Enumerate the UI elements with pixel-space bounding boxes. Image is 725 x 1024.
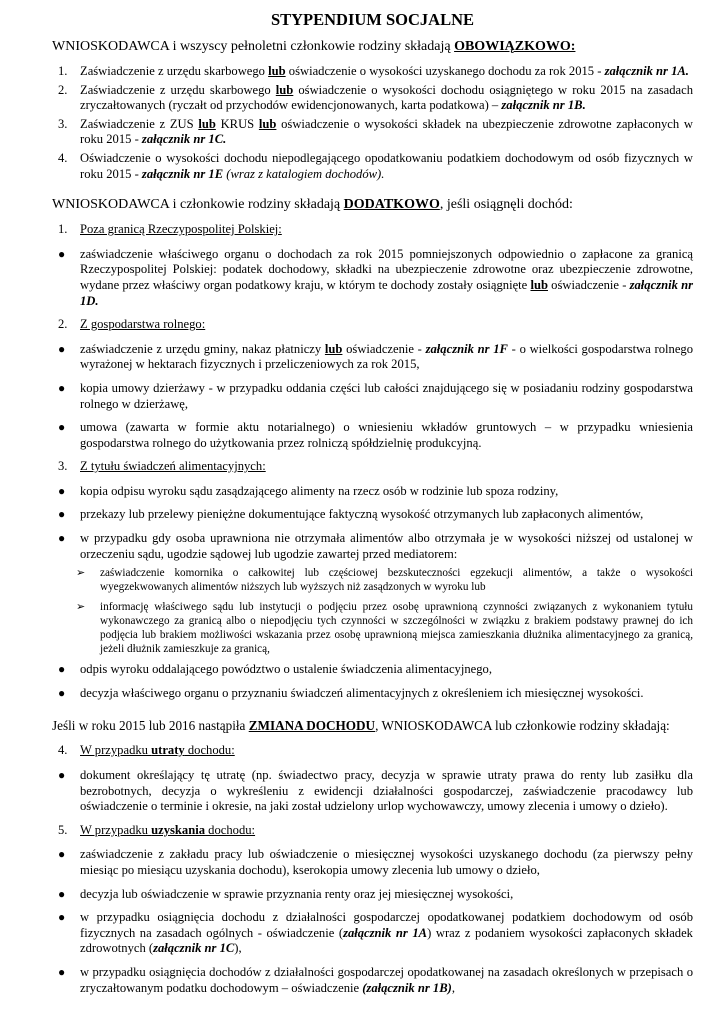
item-lub: lub — [275, 82, 294, 97]
subsection-number: 2. — [58, 317, 68, 332]
intro-keyword: DODATKOWO — [343, 197, 440, 213]
attachment-ref: załącznik nr 1D — [80, 277, 693, 308]
item-text: decyzja właściwego organu o przyznaniu świadczeń alimentacyjnych z określeniem ich miesięcznej wysokości. — [80, 685, 644, 700]
subsection-title: Poza granicą Rzeczypospolitej Polskiej: — [80, 222, 282, 237]
attachment-ref: załącznik nr 1B — [501, 98, 583, 113]
item-number: 1. — [58, 64, 68, 78]
item-text: oświadczenie o wysokości uzyskanego dochodu za rok 2015 - — [285, 64, 605, 78]
item-text: Zaświadczenie z ZUS — [80, 116, 199, 131]
list-item — [52, 965, 693, 996]
arrow-icon: ➢ — [76, 601, 86, 614]
list-item — [52, 686, 693, 702]
subsection-heading — [52, 459, 693, 475]
item-end: . — [685, 64, 689, 78]
bullet-list — [52, 342, 693, 452]
intro-keyword: OBOWIĄZKOWO: — [454, 39, 576, 54]
item-text: umowa (zawarta w formie aktu notarialnego) o wniesieniu wkładów gruntowych – w przypadku wniesienia gospodarstwa rolnego do użytkowania przez rolniczą spółdzielnię produkcyjną. — [80, 420, 693, 450]
attachment-ref: (załącznik nr 1B) — [362, 980, 452, 995]
item-text: informację właściwego sądu lub instytucji o podjęciu przez osobę uprawnioną czynności związanych z wykonaniem tytułu wykonawczego za granicą albo o niepodjęciu tych czynności w szczególności w związku z brakiem podstawy prawnej do ich podjęcia lub brakiem możliwości wskazania przez osobę uprawnioną miejsca zamieszkania dłużnika alimentacyjnego za granicą, jeżeli dłużnik zamieszkuje za granicą, — [100, 601, 693, 656]
subsection-heading — [52, 823, 693, 839]
item-text: ), — [234, 941, 242, 956]
bullet-icon: ● — [58, 420, 66, 435]
section-obowiazkowo-intro — [52, 38, 693, 55]
bullet-icon: ● — [58, 685, 66, 700]
item-text: zaświadczenie z urzędu gminy, nakaz płatniczy — [80, 341, 325, 356]
list-item — [52, 420, 693, 451]
subsection-title: W przypadku — [80, 822, 152, 837]
list-item — [52, 768, 693, 815]
subsection-title: W przypadku — [80, 743, 152, 758]
item-text: oświadczenie o wysokości składek na ubezpieczenie zdrowotne zapłaconych w roku 2015 - — [80, 116, 693, 147]
subsection-title: Z gospodarstwa rolnego: — [80, 317, 206, 332]
item-text: w przypadku osiągnięcia dochodu z działalności gospodarczej opodatkowanej podatkiem dochodowym od osób fizycznych na zasadach ogólnych - oświadczenie ( — [80, 910, 693, 940]
bullet-icon: ● — [58, 246, 66, 261]
list-item — [52, 887, 693, 903]
item-text: oświadczenie - — [547, 277, 630, 292]
item-number: 3. — [58, 116, 68, 131]
item-text: odpis wyroku oddalającego powództwo o ustalenie świadczenia alimentacyjnego, — [80, 662, 492, 677]
item-text: oświadczenie o wysokości dochodu osiągniętego w roku 2015 na zasadach zryczałtowanych (ryczałt od przychodów ewidencjonowanych, karta podatkowa) – — [80, 82, 693, 113]
attachment-ref: załącznik nr 1F — [425, 341, 508, 356]
item-text: - o wielkości gospodarstwa rolnego wyrażonej w hektarach fizycznych i przeliczeniowych za rok 2015, — [80, 341, 693, 372]
bullet-list — [52, 247, 693, 309]
item-text: Zaświadczenie z urzędu skarbowego — [80, 64, 269, 78]
bullet-icon: ● — [58, 964, 66, 979]
subsection-keyword: utraty — [151, 743, 185, 758]
item-text: w przypadku gdy osoba uprawniona nie otrzymała alimentów albo otrzymała je w wysokości niższej od ustalonej w orzeczeniu sądu, ugodzie sądowej lub ugodzie zawartej przed mediatorem: — [80, 531, 693, 561]
subsection-heading — [52, 317, 693, 333]
list-item — [52, 381, 693, 412]
attachment-ref: załącznik nr 1E — [141, 166, 224, 181]
bullet-icon: ● — [58, 341, 66, 356]
item-text: Oświadczenie o wysokości dochodu niepodlegającego opodatkowaniu podatkiem dochodowym od osób fizycznych w roku 2015 - — [80, 150, 693, 181]
item-text: kopia umowy dzierżawy - w przypadku oddania części lub całości znajdującego się w posiadaniu rodziny gospodarstwa rolnego w dzierżawę, — [80, 380, 693, 411]
intro-text: , jeśli osiągnęli dochód: — [439, 197, 573, 213]
item-lub: lub — [530, 277, 548, 292]
intro-keyword: ZMIANA DOCHODU — [248, 718, 376, 734]
item-text: KRUS — [215, 116, 259, 131]
subsection-number: 3. — [58, 459, 68, 474]
item-note: (wraz z katalogiem dochodów) — [223, 166, 382, 181]
bullet-list — [52, 847, 693, 996]
intro-text: WNIOSKODAWCA i wszyscy pełnoletni członkowie rodziny składają — [52, 39, 455, 54]
list-item — [52, 151, 693, 182]
subsection-keyword: uzyskania — [151, 822, 206, 837]
bullet-list — [52, 484, 693, 702]
item-end: . — [582, 98, 586, 113]
item-end: . — [223, 132, 227, 147]
list-item — [52, 342, 693, 373]
subsection-heading — [52, 743, 693, 759]
list-item — [52, 662, 693, 678]
item-text: zaświadczenie właściwego organu o dochodach za rok 2015 pomniejszonych odpowiednio o zapłacone za granicą Rzeczypospolitej Polskiej: podatek dochodowy, składki na ubezpieczenie zdrowotne oraz ubezpieczenie zdrowotne, wydane przez właściwy organ podatkowy kraju, w którym te dochody zostały osiągnięte — [80, 246, 693, 292]
item-lub: lub — [198, 116, 216, 131]
bullet-icon: ● — [58, 483, 66, 498]
list-item — [52, 247, 693, 309]
list-item — [52, 484, 693, 500]
mandatory-list — [52, 64, 693, 182]
bullet-icon: ● — [58, 886, 66, 901]
item-text: zaświadczenie z zakładu pracy lub oświadczenie o miesięcznej wysokości uzyskanego dochodu (za pierwszy pełny miesiąc po miesiącu uzyskania dochodu), kserokopia umowy zlecenia lub umowy o dzieło, — [80, 847, 693, 877]
intro-text: WNIOSKODAWCA i członkowie rodziny składają — [52, 197, 344, 213]
item-text: w przypadku osiągnięcia dochodów z działalności gospodarczej opodatkowanej na zasadach określonych w przepisach o zryczałtowanym podatku dochodowym – oświadczenie — [80, 964, 693, 995]
attachment-ref: załącznik nr 1A — [343, 925, 428, 940]
subsection-title: Z tytułu świadczeń alimentacyjnych: — [80, 459, 266, 474]
subsection-heading — [52, 222, 693, 238]
bullet-icon: ● — [58, 768, 66, 783]
item-lub: lub — [268, 64, 286, 78]
bullet-icon: ● — [58, 507, 66, 522]
bullet-icon: ● — [58, 380, 66, 395]
intro-text: Jeśli w roku 2015 lub 2016 nastąpiła — [52, 718, 249, 734]
bullet-list — [52, 768, 693, 815]
item-text: zaświadczenie komornika o całkowitej lub częściowej bezskuteczności egzekucji alimentów, a także o wysokości wyegzekwowanych alimentów niższych lub wyższych niż zasądzonych w wyroku lub — [100, 567, 693, 594]
list-item — [52, 910, 693, 957]
item-text: decyzja lub oświadczenie w sprawie przyznania renty oraz jej miesięcznej wysokości, — [80, 886, 514, 901]
item-text: dokument określający tę utratę (np. świadectwo pracy, decyzja w sprawie utraty prawa do renty lub zasiłku dla bezrobotnych, decyzja o wykreśleniu z ewidencji działalności gospodarczej, zaświadczenie pracodawcy lub oświadczenie o terminie i okresie, na jaki został udzielony urlop wychowawczy, umowy zlecenia i umowy o dzieło). — [80, 768, 693, 814]
item-number: 2. — [58, 82, 68, 97]
item-lub: lub — [324, 341, 343, 356]
bullet-icon: ● — [58, 910, 66, 925]
attachment-ref: załącznik nr 1C — [153, 941, 235, 956]
list-item — [72, 566, 693, 594]
subsection-number: 1. — [58, 222, 68, 237]
attachment-ref: załącznik nr 1A — [604, 64, 686, 78]
list-item — [72, 600, 693, 656]
item-text: oświadczenie - — [342, 341, 426, 356]
attachment-ref: załącznik nr 1C — [141, 132, 224, 147]
bullet-icon: ● — [58, 531, 66, 546]
list-item — [52, 847, 693, 878]
subsection-title: dochodu: — [184, 743, 235, 758]
list-item — [52, 531, 693, 656]
section-zmiana-intro — [52, 717, 693, 734]
subsection-number: 4. — [58, 743, 68, 758]
bullet-icon: ● — [58, 662, 66, 677]
section-dodatkowo-intro — [52, 196, 693, 213]
page-title: STYPENDIUM SOCJALNE — [270, 10, 475, 29]
list-item — [52, 507, 693, 523]
intro-text: , WNIOSKODAWCA lub członkowie rodziny składają: — [375, 718, 670, 734]
item-end: . — [95, 293, 99, 308]
item-text: kopia odpisu wyroku sądu zasądzającego alimenty na rzecz osób w rodzinie lub spoza rodziny, — [80, 483, 559, 498]
list-item — [52, 117, 693, 148]
item-lub: lub — [258, 116, 277, 131]
subsection-title: dochodu: — [205, 822, 256, 837]
item-text: ) wraz z podaniem wysokości zapłaconych składek zdrowotnych ( — [80, 925, 693, 956]
list-item — [52, 83, 693, 114]
item-text: , — [451, 980, 455, 995]
list-item — [52, 64, 693, 80]
arrow-icon: ➢ — [76, 567, 86, 580]
item-end: . — [381, 166, 385, 181]
bullet-icon: ● — [58, 847, 66, 862]
arrow-list — [72, 566, 693, 656]
item-text: przekazy lub przelewy pieniężne dokumentujące faktyczną wysokość otrzymanych lub zapłaconych alimentów, — [80, 507, 644, 522]
subsection-number: 5. — [58, 822, 68, 837]
item-number: 4. — [58, 150, 68, 165]
item-text: Zaświadczenie z urzędu skarbowego — [80, 82, 276, 97]
